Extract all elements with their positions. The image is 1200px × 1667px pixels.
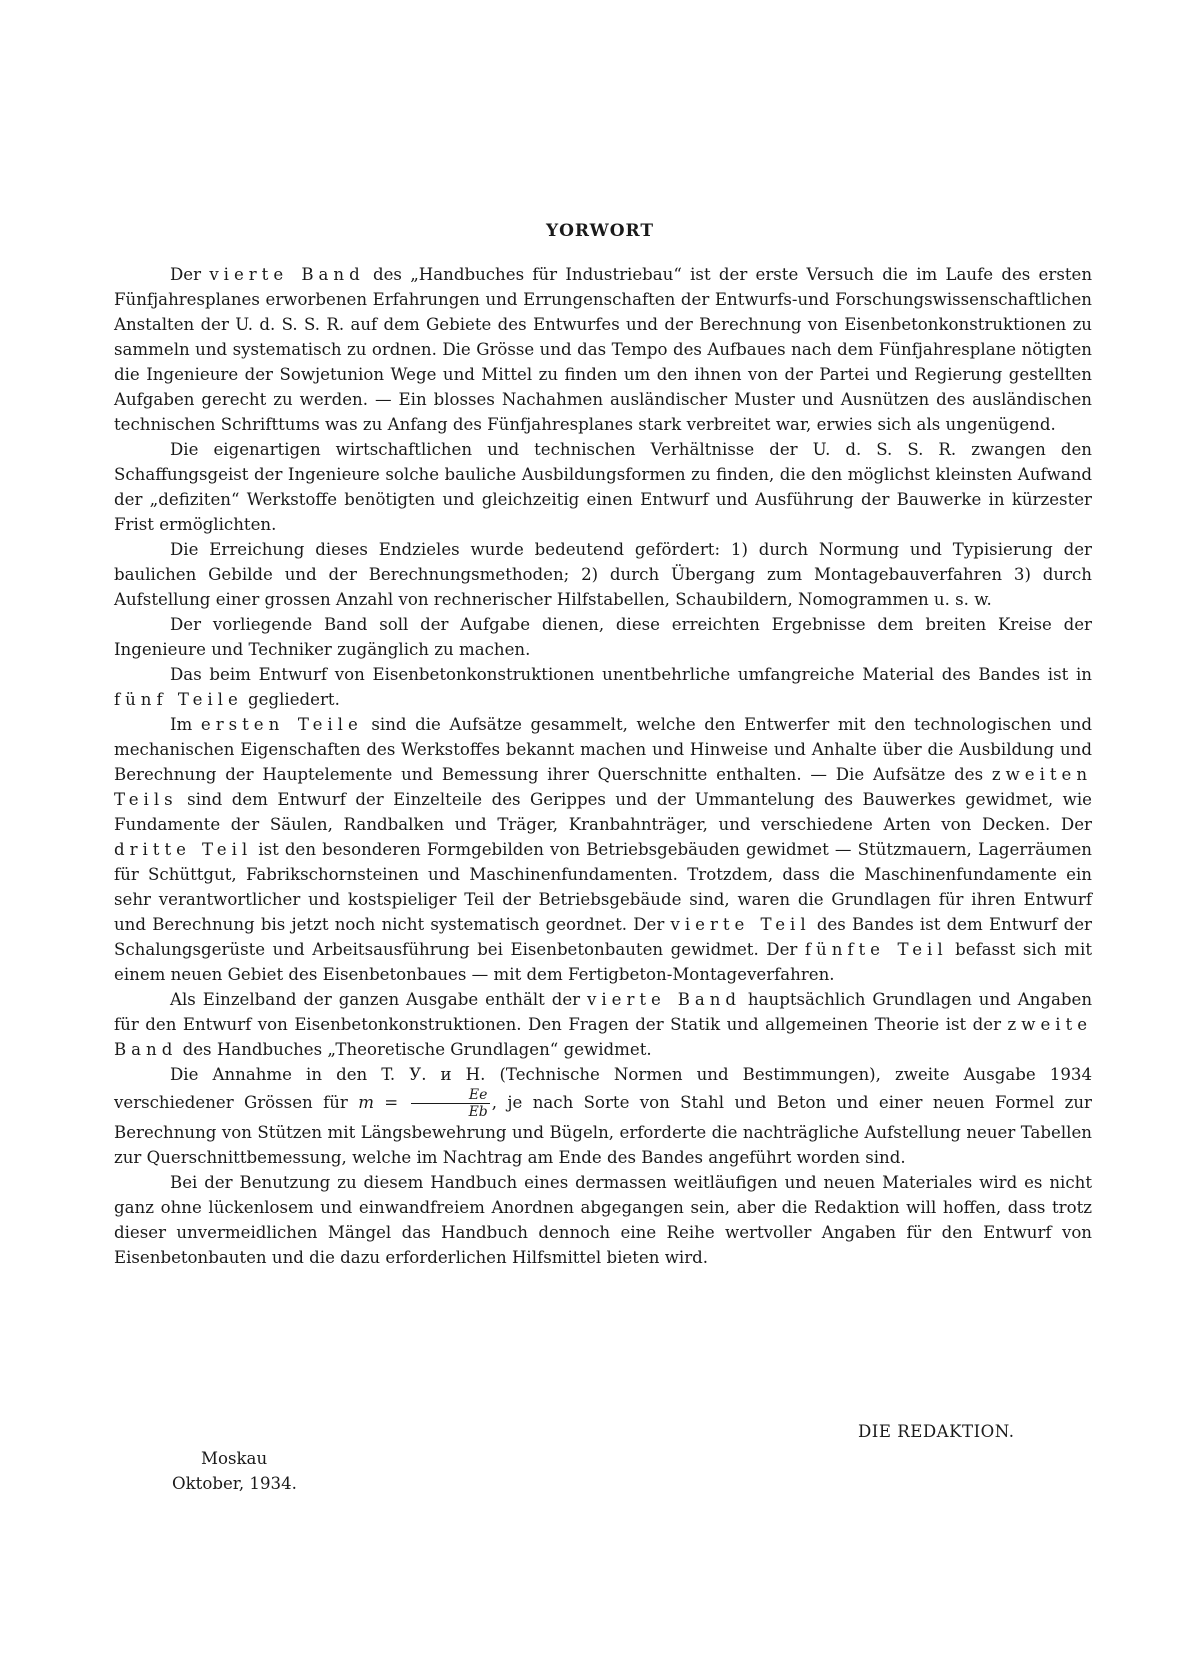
- p6-spaced-3: dritte Teil: [114, 840, 253, 859]
- paragraph-5: [114, 662, 1092, 712]
- p6-spaced-2: zweiten Teils: [114, 765, 1092, 809]
- p8-text-a: Die Annahme in den T. У. и Н. (Technische Normen und Bestimmungen), zweite Ausgabe 1934 verschiedener Grössen für: [114, 1065, 1092, 1112]
- paragraph-4: Der vorliegende Band soll der Aufgabe dienen, diese erreichten Ergebnisse dem breiten Kreise der Ingenieure und Techniker zugänglich zu machen.: [114, 615, 1092, 659]
- p6-spaced-4: vierte Teil: [670, 915, 811, 934]
- p6-text-d: ist den besonderen Formgebilden von Betriebsgebäuden gewidmet — Stützmauern, Lagerräumen für Schüttgut, Fabrikschornsteinen und Maschinenfundamenten. Trotzdem, dass die Maschinenfundamente ein sehr verantwortlicher und kostspieliger Teil der Betriebsgebäude sind, waren die Grundlagen für ihren Entwurf und Berechnung bis jetzt noch nicht systematisch geordnet. Der: [114, 840, 1092, 934]
- formula-fraction: [411, 1087, 490, 1120]
- p5-spaced-1: fünf Teile: [114, 690, 243, 709]
- fraction-numerator: Ee: [411, 1087, 490, 1104]
- paragraph-7: [114, 987, 1092, 1062]
- document-body: [114, 262, 1092, 1270]
- p7-spaced-1: vierte Band: [587, 990, 742, 1009]
- p6-text-b: sind die Aufsätze gesammelt, welche den Entwerfer mit den technologischen und mechanischen Eigenschaften des Werkstoffes bekannt machen und Hinweise und Anhalte über die Ausbildung und Berechnung der Hauptelemente und Bemessung ihrer Querschnitte enthalten. — Die Aufsätze des: [114, 715, 1092, 784]
- p1-spaced-1: vierte Band: [209, 265, 365, 284]
- p7-text-a: Als Einzelband der ganzen Ausgabe enthält der: [170, 990, 588, 1009]
- p6-text-a: Im: [170, 715, 201, 734]
- page-title: YORWORT: [545, 221, 655, 241]
- p1-text-b: des „Handbuches für Industriebau“ ist der erste Versuch die im Laufe des ersten Fünfjahresplanes erworbenen Erfahrungen und Errungenschaften der Entwurfs-und Forschungswissenschaftlichen Anstalten der U. d. S. S. R. auf dem Gebiete des Entwurfes und der Berechnung von Eisenbetonkonstruktionen zu sammeln und systematisch zu ordnen. Die Grösse und das Tempo des Aufbaues nach dem Fünfjahresplane nötigten die Ingenieure der Sowjetunion Wege und Mittel zu finden um den ihnen von der Partei und Regierung gestellten Aufgaben gerecht zu werden. — Ein blosses Nachahmen ausländischer Muster und Ausnützen des ausländischen technischen Schrifttums was zu Anfang des Fünfjahresplanes stark verbreitet war, erwies sich als ungenügend.: [114, 265, 1093, 434]
- date-line: Oktober, 1934.: [172, 1474, 297, 1493]
- paragraph-9: Bei der Benutzung zu diesem Handbuch eines dermassen weitläufigen und neuen Materiales wird es nicht ganz ohne lückenlosem und einwandfreiem Anordnen abgegangen sein, aber die Redaktion will hoffen, dass trotz dieser unvermeidlichen Mängel das Handbuch dennoch eine Reihe wertvoller Angaben für den Entwurf von Eisenbetonbauten und die dazu erforderlichen Hilfsmittel bieten wird.: [114, 1173, 1092, 1267]
- p6-text-e: des Bandes ist dem Entwurf der Schalungsgerüste und Arbeitsausführung bei Eisenbetonbauten gewidmet. Der: [114, 915, 1092, 959]
- p6-text-f: befasst sich mit einem neuen Gebiet des Eisenbetonbaues — mit dem Fertigbeton-Montageverfahren.: [114, 940, 1092, 984]
- p5-text-a: Das beim Entwurf von Eisenbetonkonstruktionen unentbehrliche umfangreiche Material des Bandes ist in: [170, 665, 1092, 684]
- paragraph-3: Die Erreichung dieses Endzieles wurde bedeutend gefördert: 1) durch Normung und Typisierung der baulichen Gebilde und der Berechnungsmethoden; 2) durch Übergang zum Montagebauverfahren 3) durch Aufstellung einer grossen Anzahl von rechnerischer Hilfstabellen, Schaubildern, Nomogrammen u. s. w.: [114, 540, 1092, 609]
- p7-text-b: hauptsächlich Grundlagen und Angaben für den Entwurf von Eisenbetonkonstruktionen. Den Fragen der Statik und allgemeinen Theorie ist der: [114, 990, 1093, 1034]
- formula-m: m: [358, 1093, 374, 1112]
- p7-text-c: des Handbuches „Theoretische Grundlagen“ gewidmet.: [177, 1040, 652, 1059]
- p5-text-b: gegliedert.: [242, 690, 340, 709]
- fraction-denominator: Eb: [468, 1104, 488, 1120]
- signature: DIE REDAKTION.: [858, 1422, 1015, 1441]
- paragraph-2: Die eigenartigen wirtschaftlichen und technischen Verhältnisse der U. d. S. S. R. zwangen den Schaffungsgeist der Ingenieure solche bauliche Ausbildungsformen zu finden, die den möglichst kleinsten Aufwand der „defiziten“ Werkstoffe benötigten und gleichzeitig einen Entwurf und Ausführung der Bauwerke in kürzester Frist ermöglichten.: [114, 440, 1092, 534]
- paragraph-6: [114, 712, 1092, 987]
- formula-equals: =: [373, 1093, 409, 1112]
- p7-spaced-2: zweite Band: [114, 1015, 1092, 1059]
- paragraph-8: [114, 1062, 1092, 1170]
- p6-spaced-1: ersten Teile: [200, 715, 363, 734]
- p6-text-c: sind dem Entwurf der Einzelteile des Gerippes und der Ummantelung des Bauwerkes gewidmet, wie Fundamente der Säulen, Randbalken und Träger, Kranbahnträger, und verschiedene Arten von Decken. Der: [114, 790, 1092, 834]
- p1-text-a: Der: [170, 265, 210, 284]
- paragraph-1: [114, 262, 1092, 437]
- p6-spaced-5: fünfte Teil: [804, 940, 948, 959]
- p8-text-b: , je nach Sorte von Stahl und Beton und einer neuen Formel zur Berechnung von Stützen mit Längsbewehrung und Bügeln, erforderte die nachträgliche Aufstellung neuer Tabellen zur Querschnittbemessung, welche im Nachtrag am Ende des Bandes angeführt worden sind.: [114, 1093, 1092, 1167]
- place-line: Moskau: [201, 1449, 268, 1468]
